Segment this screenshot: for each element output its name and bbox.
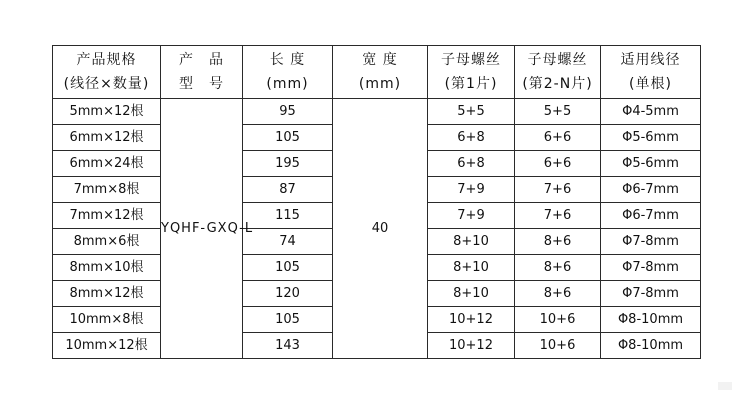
header-width-line1: 宽 度 [362, 52, 398, 68]
cell-screw-rest: 8+6 [515, 229, 601, 255]
header-diameter [601, 46, 701, 99]
cell-length: 74 [243, 229, 333, 255]
header-screw-rest-line2: (第2-N片) [522, 76, 593, 92]
header-length-line1: 长 度 [269, 52, 306, 68]
corner-watermark-patch [718, 382, 732, 390]
cell-diameter: Φ7-8mm [601, 255, 701, 281]
cell-spec: 5mm×12根 [53, 99, 161, 125]
cell-diameter: Φ7-8mm [601, 229, 701, 255]
cell-diameter: Φ5-6mm [601, 125, 701, 151]
cell-diameter: Φ8-10mm [601, 307, 701, 333]
cell-screw-rest: 6+6 [515, 151, 601, 177]
header-width-line2: (mm) [358, 76, 402, 92]
cell-spec: 7mm×8根 [53, 177, 161, 203]
cell-spec: 10mm×8根 [53, 307, 161, 333]
header-model-line2: 型 号 [179, 76, 224, 92]
cell-spec: 10mm×12根 [53, 333, 161, 359]
cell-screw-first: 8+10 [428, 255, 515, 281]
table-header [53, 46, 701, 99]
cell-diameter: Φ7-8mm [601, 281, 701, 307]
header-spec-line2: (线径×数量) [63, 76, 150, 92]
header-screw-first [428, 46, 515, 99]
cell-length: 95 [243, 99, 333, 125]
header-spec [53, 46, 161, 99]
cell-screw-first: 7+9 [428, 203, 515, 229]
cell-length: 143 [243, 333, 333, 359]
cell-screw-rest: 10+6 [515, 333, 601, 359]
header-diameter-line2: (单根) [629, 76, 672, 92]
cell-screw-rest: 8+6 [515, 281, 601, 307]
cell-diameter: Φ6-7mm [601, 177, 701, 203]
cell-length: 195 [243, 151, 333, 177]
cell-length: 105 [243, 307, 333, 333]
cell-screw-rest: 7+6 [515, 203, 601, 229]
cell-spec: 8mm×12根 [53, 281, 161, 307]
cell-screw-first: 6+8 [428, 151, 515, 177]
header-width [333, 46, 428, 99]
cell-spec: 6mm×12根 [53, 125, 161, 151]
table-row [53, 99, 701, 125]
cell-diameter: Φ8-10mm [601, 333, 701, 359]
cell-screw-rest: 6+6 [515, 125, 601, 151]
header-length-line2: (mm) [266, 76, 309, 92]
header-diameter-line1: 适用线径 [620, 52, 681, 68]
cell-screw-rest: 5+5 [515, 99, 601, 125]
cell-length: 105 [243, 255, 333, 281]
header-screw-rest-line1: 子母螺丝 [527, 52, 588, 68]
cell-screw-first: 5+5 [428, 99, 515, 125]
cell-spec: 8mm×10根 [53, 255, 161, 281]
cell-spec: 8mm×6根 [53, 229, 161, 255]
cell-screw-first: 8+10 [428, 229, 515, 255]
cell-diameter: Φ4-5mm [601, 99, 701, 125]
cell-spec: 6mm×24根 [53, 151, 161, 177]
cell-screw-rest: 8+6 [515, 255, 601, 281]
cell-screw-rest: 10+6 [515, 307, 601, 333]
cell-screw-first: 6+8 [428, 125, 515, 151]
cell-screw-first: 10+12 [428, 307, 515, 333]
header-spec-line1: 产品规格 [76, 52, 137, 68]
cell-model: YQHF-GXQ-L [161, 99, 243, 359]
spec-table-container [52, 45, 700, 359]
cell-length: 120 [243, 281, 333, 307]
table-body [53, 99, 701, 359]
header-screw-rest [515, 46, 601, 99]
cell-length: 87 [243, 177, 333, 203]
cell-screw-first: 10+12 [428, 333, 515, 359]
header-row [53, 46, 701, 99]
header-screw-first-line2: (第1片) [444, 76, 498, 92]
cell-spec: 7mm×12根 [53, 203, 161, 229]
cell-width: 40 [333, 99, 428, 359]
header-length [243, 46, 333, 99]
header-model [161, 46, 243, 99]
cell-length: 115 [243, 203, 333, 229]
header-model-line1: 产 品 [179, 52, 224, 68]
cell-diameter: Φ6-7mm [601, 203, 701, 229]
cell-diameter: Φ5-6mm [601, 151, 701, 177]
cell-length: 105 [243, 125, 333, 151]
header-screw-first-line1: 子母螺丝 [441, 52, 501, 68]
cell-screw-first: 8+10 [428, 281, 515, 307]
product-spec-table [52, 45, 701, 359]
cell-screw-rest: 7+6 [515, 177, 601, 203]
cell-screw-first: 7+9 [428, 177, 515, 203]
